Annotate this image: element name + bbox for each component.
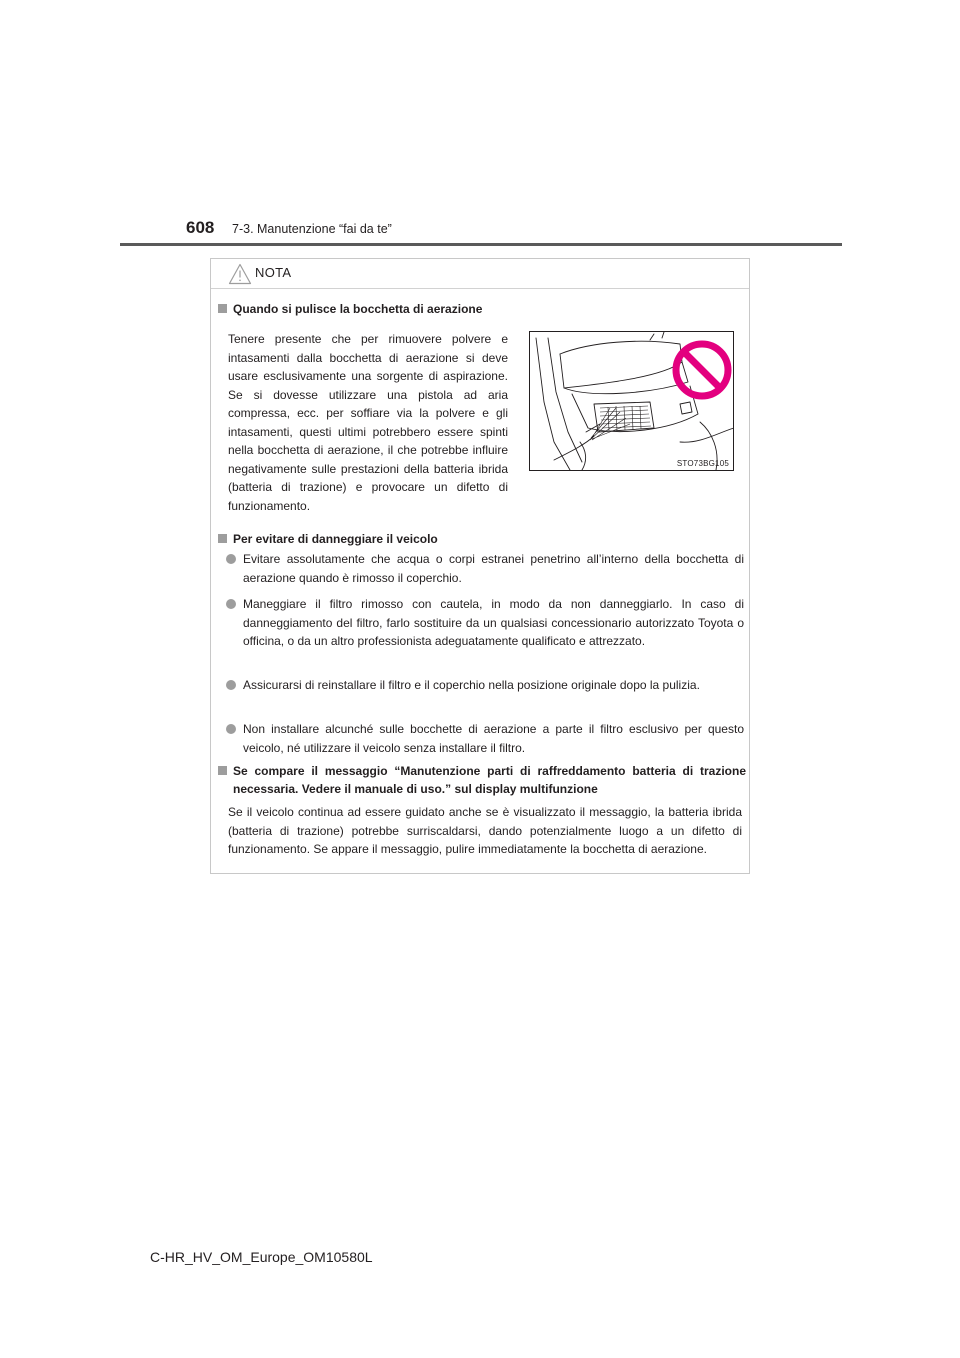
- nota-header: [211, 259, 749, 289]
- bullet-item: [226, 550, 744, 587]
- section-heading-cleaning: [218, 300, 746, 318]
- figure-label: STO73BG105: [676, 459, 729, 468]
- bullet-text: Evitare assolutamente che acqua o corpi estranei penetrino all’interno della bocchetta di aerazione quando è rimosso il coperchio.: [243, 552, 744, 585]
- square-bullet-icon: [218, 534, 227, 543]
- warning-triangle-icon: [228, 263, 252, 285]
- section-heading-message: [218, 762, 746, 798]
- section-heading-text: Per evitare di danneggiare il veicolo: [233, 532, 438, 546]
- vent-illustration: [529, 331, 734, 471]
- bullet-item: [226, 595, 744, 651]
- square-bullet-icon: [218, 766, 227, 775]
- section-text-cleaning: Tenere presente che per rimuovere polvere e intasamenti dalla bocchetta di aerazione si deve usare esclusivamente una sorgente di aspirazione. Se si dovesse utilizzare una pistola ad aria compressa, ecc. per soffiare via la polvere e gli intasamenti, questi ultimi potrebbero essere spinti nella bocchetta di aerazione, il che potrebbe influire negativamente sulle prestazioni della batteria ibrida (batteria di trazione) e provocare un difetto di funzionamento.: [228, 332, 508, 513]
- bullet-text: Non installare alcunché sulle bocchette di aerazione a parte il filtro esclusivo per questo veicolo, né utilizzare il veicolo senza installare il filtro.: [243, 722, 744, 755]
- round-bullet-icon: [226, 680, 236, 690]
- round-bullet-icon: [226, 724, 236, 734]
- vent-cleaning-drawing: [530, 332, 734, 471]
- bullet-text: Maneggiare il filtro rimosso con cautela, in modo da non danneggiarlo. In caso di danneggiamento del filtro, farlo sostituire da un qualsiasi concessionario autorizzato Toyota o officina, o da un altro professionista adeguatamente qualificato e attrezzato.: [243, 597, 744, 648]
- section-heading-text: Se compare il messaggio “Manutenzione parti di raffreddamento batteria di trazione necessaria. Vedere il manuale di uso.” sul display multifunzione: [233, 764, 746, 796]
- document-code: C-HR_HV_OM_Europe_OM10580L: [150, 1249, 373, 1265]
- round-bullet-icon: [226, 599, 236, 609]
- section-heading-text: Quando si pulisce la bocchetta di aerazione: [233, 302, 483, 316]
- section-heading-avoid-damage: [218, 530, 746, 548]
- square-bullet-icon: [218, 304, 227, 313]
- page-number: 608: [186, 218, 215, 237]
- bullet-item: [226, 676, 744, 695]
- bullet-item: [226, 720, 744, 757]
- header-rule: [120, 243, 842, 246]
- round-bullet-icon: [226, 554, 236, 564]
- bullet-text: Assicurarsi di reinstallare il filtro e il coperchio nella posizione originale dopo la pulizia.: [243, 678, 700, 692]
- nota-box: [210, 258, 750, 874]
- section-title: 7-3. Manutenzione “fai da te”: [232, 222, 392, 236]
- nota-title: NOTA: [255, 265, 292, 280]
- section-text-message: Se il veicolo continua ad essere guidato anche se è visualizzato il messaggio, la batteria ibrida (batteria di trazione) potrebbe surriscaldarsi, dando potenzialmente luogo a un difetto di funzionamento. Se appare il messaggio, pulire immediatamente la bocchetta di aerazione.: [228, 805, 742, 856]
